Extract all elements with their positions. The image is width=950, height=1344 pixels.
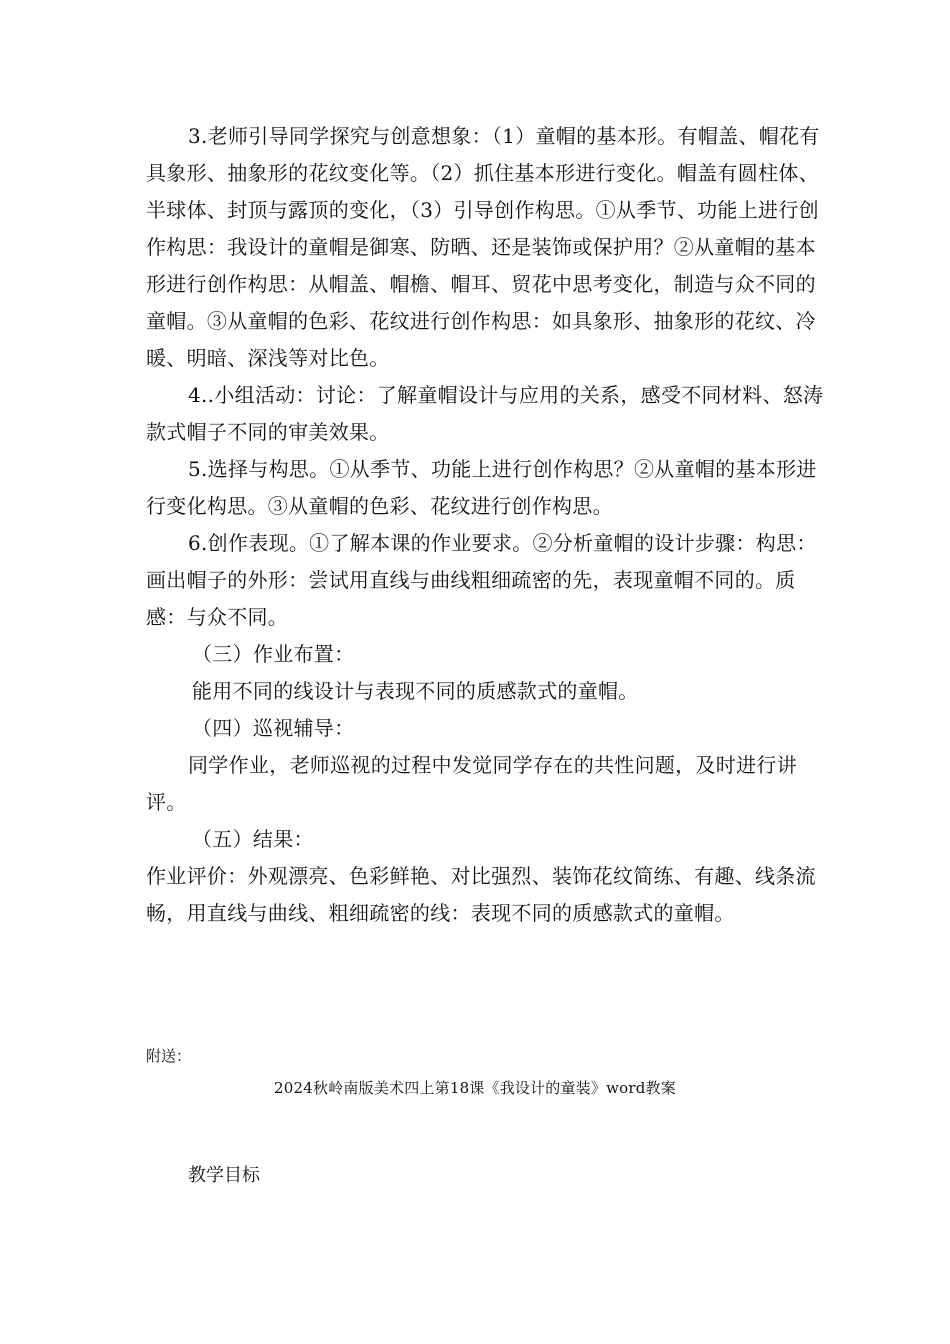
appendix-label: 附送： (146, 1047, 192, 1065)
section-heading-guidance: （四）巡视辅导： (192, 716, 355, 740)
paragraph-guidance: 同学作业，老师巡视的过程中发觉同学存在的共性问题，及时进行讲评。 (146, 753, 797, 814)
section-heading-result: （五）结果： (192, 827, 314, 851)
appendix-title: 2024秋岭南版美术四上第18课《我设计的童装》word教案 (274, 1079, 676, 1097)
paragraph-evaluation: 作业评价：外观漂亮、色彩鲜艳、对比强烈、装饰花纹简练、有趣、线条流畅，用直线与曲线、粗细疏密的线：表现不同的质感款式的童帽。 (146, 864, 816, 925)
lesson-body (146, 118, 826, 932)
appendix-heading: 教学目标 (188, 1165, 260, 1186)
paragraph-homework: 能用不同的线设计与表现不同的质感款式的童帽。 (192, 679, 639, 703)
paragraph-step-4: 4..小组活动：讨论：了解童帽设计与应用的关系，感受不同材料、怒涛款式帽子不同的审美效果。 (146, 383, 824, 444)
paragraph-step-3: 3.老师引导同学探究与创意想象：（1）童帽的基本形。有帽盖、帽花有具象形、抽象形的花纹变化等。（2）抓住基本形进行变化。帽盖有圆柱体、半球体、封顶与露顶的变化，（3）引导创作构思。①从季节、功能上进行创作构思：我设计的童帽是御寒、防晒、还是装饰或保护用？②从童帽的基本形进行创作构思：从帽盖、帽檐、帽耳、贸花中思考变化，制造与众不同的童帽。③从童帽的色彩、花纹进行创作构思：如具象形、抽象形的花纹、冷暖、明暗、深浅等对比色。 (146, 124, 820, 370)
paragraph-step-5: 5.选择与构思。①从季节、功能上进行创作构思？②从童帽的基本形进行变化构思。③从童帽的色彩、花纹进行创作构思。 (146, 457, 817, 518)
paragraph-step-6: 6.创作表现。①了解本课的作业要求。②分析童帽的设计步骤：构思：画出帽子的外形：尝试用直线与曲线粗细疏密的先，表现童帽不同的。质感：与众不同。 (146, 531, 817, 629)
section-heading-homework: （三）作业布置： (192, 642, 355, 666)
